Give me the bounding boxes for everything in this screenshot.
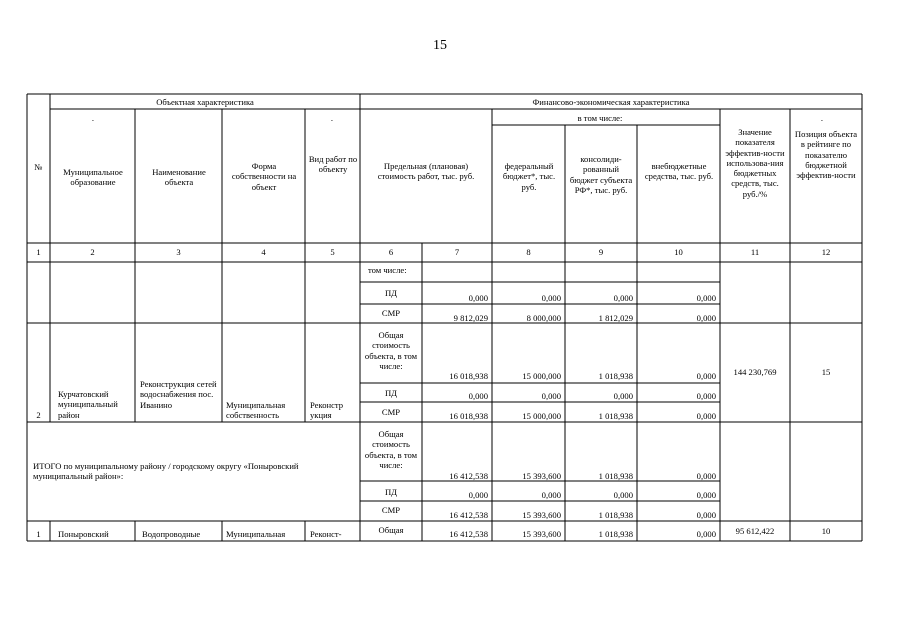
cell-value: 0,000: [696, 490, 716, 500]
cell-value: 15 393,600: [522, 510, 561, 520]
row-label-smr: СМР: [381, 407, 401, 417]
row-label: том числе:: [368, 265, 407, 275]
cell-value: 9 812,029: [453, 313, 488, 323]
object-name: Водопроводные: [142, 529, 201, 539]
cell-value: 0,000: [696, 529, 716, 539]
column-number: 4: [261, 247, 266, 257]
cell-value: 0,000: [613, 391, 633, 401]
cell-value: 15 393,600: [522, 529, 561, 539]
header-finance-characteristic: Финансово-экономическая характеристика: [532, 97, 690, 107]
column-number: 12: [821, 247, 831, 257]
header-col11: Значение показателя эффектив-ности использова-ния бюджетных средств, тыс. руб./%: [725, 127, 785, 199]
header-col2: Муниципальное образование: [63, 167, 123, 188]
column-number: 11: [750, 247, 760, 257]
cell-value: 0,000: [696, 411, 716, 421]
header-col9: консолиди-рованный бюджет субъекта РФ*, тыс. руб.: [569, 154, 633, 195]
cell-value: 1 018,938: [598, 510, 633, 520]
cell-value: 1 812,029: [598, 313, 633, 323]
cell-value: 0,000: [696, 471, 716, 481]
total-row-text: ИТОГО по муниципальному району / городскому округу «Поныровский муниципальный район»:: [33, 461, 299, 482]
cell-value: 0,000: [541, 490, 561, 500]
cell-value: 15 393,600: [522, 471, 561, 481]
cell-value: 16 018,938: [449, 371, 488, 381]
row-label-smr: СМР: [381, 505, 401, 515]
rating-position: 10: [821, 526, 831, 536]
cell-value: 16 412,538: [449, 510, 488, 520]
header-dot: .: [820, 113, 824, 123]
column-number: 10: [674, 247, 683, 257]
cell-value: 16 018,938: [449, 411, 488, 421]
row-label-pd: ПД: [384, 288, 398, 298]
cell-value: 0,000: [468, 391, 488, 401]
cell-value: 0,000: [696, 313, 716, 323]
column-number: 1: [36, 247, 41, 257]
row-number: 1: [36, 529, 41, 539]
efficiency-value: 95 612,422: [735, 526, 775, 536]
header-dot: .: [91, 113, 95, 123]
header-dot: .: [330, 113, 334, 123]
cell-value: 1 018,938: [598, 371, 633, 381]
object-name: Реконструкция сетей водоснабжения пос. Иванино: [140, 379, 217, 410]
header-including: в том числе:: [577, 113, 623, 123]
row-label-pd: ПД: [384, 487, 398, 497]
column-number: 2: [90, 247, 95, 257]
header-col4: Форма собственности на объект: [231, 161, 297, 192]
header-col3: Наименование объекта: [152, 167, 206, 188]
page-number: 15: [433, 38, 447, 53]
header-col12: Позиция объекта в рейтинге по показателю бюджетной эффектив-ности: [794, 129, 858, 181]
efficiency-value: 144 230,769: [733, 367, 777, 377]
cell-value: 15 000,000: [522, 371, 561, 381]
cell-value: 1 018,938: [598, 529, 633, 539]
total-cost-label: Общая стоимость объекта, в том числе:: [364, 429, 418, 470]
municipality-name: Курчатовский муниципальный район: [58, 389, 118, 420]
cell-value: 0,000: [696, 293, 716, 303]
ownership-form: Муниципальная собственность: [226, 400, 286, 421]
row-label-pd: ПД: [384, 388, 398, 398]
column-number: 9: [598, 247, 604, 257]
work-type: Реконст-: [310, 529, 342, 539]
cell-value: 0,000: [468, 490, 488, 500]
column-number: 5: [330, 247, 335, 257]
row-label-smr: СМР: [381, 308, 401, 318]
cell-value: 0,000: [541, 391, 561, 401]
header-col5: Вид работ по объекту: [308, 154, 358, 175]
municipality-name: Поныровский: [58, 529, 109, 539]
header-col10: внебюджетные средства, тыс. руб.: [644, 161, 714, 182]
row-number: 2: [36, 410, 41, 420]
header-col6: Предельная (плановая) стоимость работ, тыс. руб.: [377, 161, 475, 182]
header-object-characteristic: Объектная характеристика: [156, 97, 254, 107]
cell-value: 0,000: [613, 293, 633, 303]
header-no: №: [34, 162, 43, 172]
work-type: Реконстр укция: [310, 400, 344, 421]
cell-value: 0,000: [613, 490, 633, 500]
column-number: 3: [176, 247, 181, 257]
cell-value: 16 412,538: [449, 471, 488, 481]
total-cost-label: Общая стоимость объекта, в том числе:: [364, 330, 418, 371]
header-col8: федеральный бюджет*, тыс. руб.: [502, 161, 556, 192]
cell-value: 0,000: [541, 293, 561, 303]
rating-position: 15: [821, 367, 831, 377]
column-number: 8: [526, 247, 531, 257]
total-cost-label: Общая: [378, 525, 404, 535]
cell-value: 0,000: [468, 293, 488, 303]
cell-value: 15 000,000: [522, 411, 561, 421]
cell-value: 0,000: [696, 391, 716, 401]
cell-value: 0,000: [696, 510, 716, 520]
cell-value: 1 018,938: [598, 471, 633, 481]
column-number: 6: [388, 247, 394, 257]
cell-value: 0,000: [696, 371, 716, 381]
ownership-form: Муниципальная: [226, 529, 286, 539]
cell-value: 16 412,538: [449, 529, 488, 539]
cell-value: 8 000,000: [526, 313, 561, 323]
cell-value: 1 018,938: [598, 411, 633, 421]
column-number: 7: [454, 247, 460, 257]
